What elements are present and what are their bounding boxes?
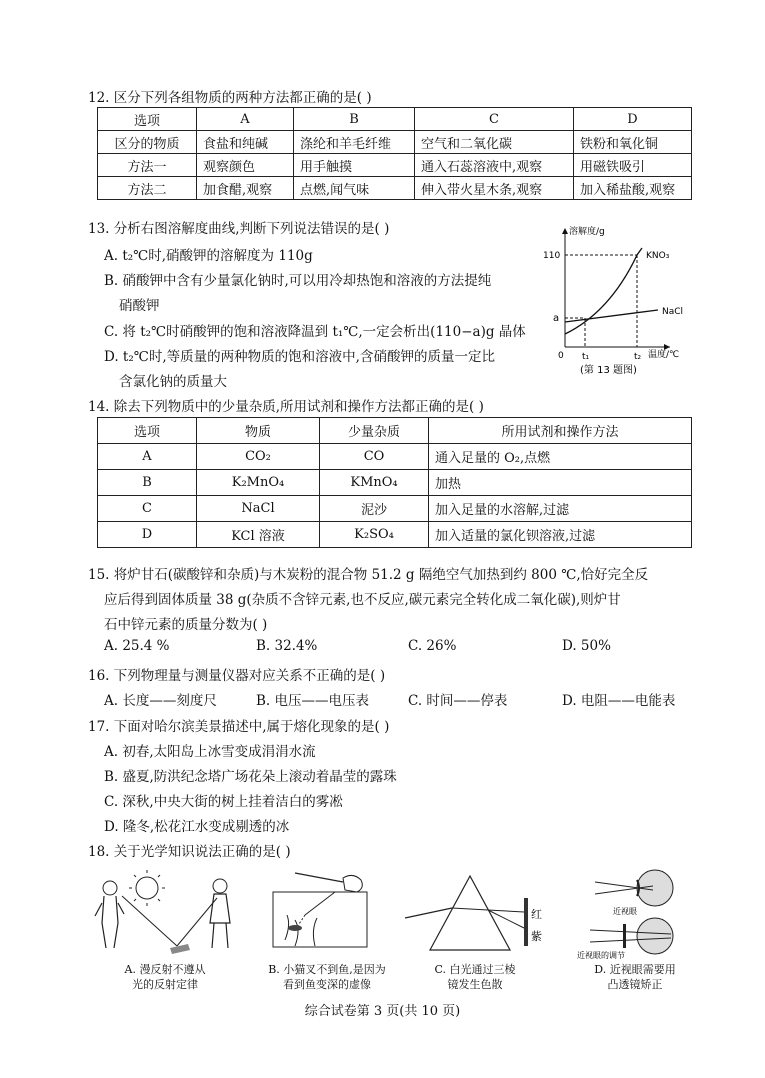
kno3-label: KNO₃ <box>646 251 670 261</box>
table-cell: 通入石蕊溶液中,观察 <box>415 154 574 177</box>
q18-stem: 18. 关于光学知识说法正确的是( ) <box>88 844 291 860</box>
table-cell: KCl 溶液 <box>197 522 320 548</box>
table-cell: 用手触摸 <box>294 154 415 177</box>
table-cell: 选项 <box>98 108 197 131</box>
table-cell: 选项 <box>98 418 197 444</box>
eye-top-label: 近视眼 <box>613 907 637 916</box>
table-cell: 加热 <box>429 470 692 496</box>
table-cell: K₂MnO₄ <box>197 470 320 496</box>
water-tank <box>273 892 367 947</box>
caption-d-line1: D. 近视眼需要用 <box>594 963 676 976</box>
reflect-ray-2 <box>177 898 217 946</box>
red-ray <box>488 910 524 912</box>
nacl-line <box>565 310 658 322</box>
figure-b-cat-fish <box>265 870 375 960</box>
caption-d <box>575 962 695 992</box>
table-cell: B <box>98 470 197 496</box>
caption-d-line2: 凸透镜矫正 <box>607 978 663 991</box>
figure-d-myopia <box>575 868 685 960</box>
table-cell: 观察颜色 <box>197 154 294 177</box>
q14-stem: 14. 除去下列物质中的少量杂质,所用试剂和操作方法都正确的是( ) <box>88 399 484 415</box>
q13-option-b-cont: 硝酸钾 <box>119 298 160 314</box>
table-cell: 方法二 <box>98 177 197 200</box>
table-cell: 伸入带火星木条,观察 <box>415 177 574 200</box>
q13-option-b: B. 硝酸钾中含有少量氯化钠时,可以用冷却热饱和溶液的方法提纯 <box>104 273 492 289</box>
table-cell: 涤纶和羊毛纤维 <box>294 131 415 154</box>
table-cell: 点燃,闻气味 <box>294 177 415 200</box>
person-left-head <box>103 881 117 895</box>
table-cell: D <box>98 522 197 548</box>
table-cell: A <box>197 108 294 131</box>
q17-option-a: A. 初春,太阳岛上冰雪变成涓涓水流 <box>104 744 316 760</box>
nacl-label: NaCl <box>662 307 684 317</box>
q15-stem-line1: 15. 将炉甘石(碳酸锌和杂质)与木炭粉的混合物 51.2 g 隔绝空气加热到约 800 ℃,恰好完全反 <box>88 567 649 583</box>
caption-b <box>262 962 392 992</box>
caption-a-line2: 光的反射定律 <box>132 978 198 991</box>
refracted-light <box>452 908 488 910</box>
y-axis-label: 溶解度/g <box>569 227 605 237</box>
q13-option-d: D. t₂℃时,等质量的两种物质的饱和溶液中,含硝酸钾的质量一定比 <box>104 349 495 365</box>
q15-option-b: B. 32.4% <box>256 638 318 654</box>
q13-option-c: C. 将 t₂℃时硝酸钾的饱和溶液降温到 t₁℃,一定会析出(110−a)g 晶体 <box>104 324 526 340</box>
table-cell: A <box>98 444 197 470</box>
eye-bottom-label: 近视眼的调节 <box>577 951 625 960</box>
violet-label: 紫 <box>531 930 542 943</box>
table-cell: 加食醋,观察 <box>197 177 294 200</box>
figure-a-diffuse-reflection <box>92 868 242 960</box>
q12-table <box>97 107 692 200</box>
table-cell: NaCl <box>197 496 320 522</box>
page-footer: 综合试卷第 3 页(共 10 页) <box>304 1004 461 1019</box>
q17-option-b: B. 盛夏,防洪纪念塔广场花朵上滚动着晶莹的露珠 <box>104 769 397 785</box>
solubility-chart <box>540 222 700 382</box>
table-cell: 食盐和纯碱 <box>197 131 294 154</box>
figure-caption: (第 13 题图) <box>580 365 637 376</box>
table-cell: 加入稀盐酸,观察 <box>574 177 692 200</box>
table-cell: 区分的物质 <box>98 131 197 154</box>
caption-b-line1: B. 小猫叉不到鱼,是因为 <box>268 963 386 976</box>
person-right-head <box>213 879 227 893</box>
table-cell: K₂SO₄ <box>320 522 429 548</box>
caption-a-line1: A. 漫反射不遵从 <box>124 963 206 976</box>
q16-stem: 16. 下列物理量与测量仪器对应关系不正确的是( ) <box>88 668 386 684</box>
table-cell: 铁粉和氧化铜 <box>574 131 692 154</box>
table-cell: 通入足量的 O₂,点燃 <box>429 444 692 470</box>
table-cell: CO <box>320 444 429 470</box>
q16-option-b: B. 电压——电压表 <box>256 693 370 709</box>
caption-c-line2: 镜发生色散 <box>447 978 503 991</box>
caption-c <box>415 962 535 992</box>
tick-a: a <box>553 313 560 324</box>
water-plants <box>285 915 317 946</box>
table-cell: C <box>98 496 197 522</box>
sun-icon <box>136 877 158 899</box>
table-cell: 所用试剂和操作方法 <box>429 418 692 444</box>
table-cell: C <box>415 108 574 131</box>
q15-option-d: D. 50% <box>562 638 611 654</box>
table-cell: 方法一 <box>98 154 197 177</box>
tick-t2: t₂ <box>634 352 642 362</box>
q13-stem: 13. 分析右图溶解度曲线,判断下列说法错误的是( ) <box>88 221 390 237</box>
mirror-icon <box>170 944 190 954</box>
q17-option-d: D. 隆冬,松花江水变成剔透的冰 <box>104 819 290 835</box>
table-cell: 泥沙 <box>320 496 429 522</box>
fish-icon <box>288 925 302 931</box>
table-cell: B <box>294 108 415 131</box>
sun-rays <box>129 870 165 906</box>
corrective-lens-icon <box>623 924 626 948</box>
screen-icon <box>524 898 528 946</box>
person-left-body <box>95 896 124 948</box>
q13-option-d-cont: 含氯化钠的质量大 <box>119 374 227 390</box>
tick-t1: t₁ <box>582 352 590 362</box>
light-ray <box>305 892 335 915</box>
caption-b-line2: 看到鱼变深的虚像 <box>283 978 371 991</box>
table-cell: 少量杂质 <box>320 418 429 444</box>
caption-c-line1: C. 白光通过三棱 <box>434 963 516 976</box>
q16-option-d: D. 电阻——电能表 <box>562 693 676 709</box>
tick-110: 110 <box>543 251 561 261</box>
q16-option-c: C. 时间——停表 <box>408 693 508 709</box>
q15-stem-line2: 应后得到固体质量 38 g(杂质不含锌元素,也不反应,碳元素完全转化成二氧化碳),则炉甘 <box>104 592 621 608</box>
table-cell: KMnO₄ <box>320 470 429 496</box>
q15-option-c: C. 26% <box>408 638 457 654</box>
q15-option-a: A. 25.4 % <box>104 638 170 654</box>
prism-icon <box>430 876 510 950</box>
table-cell: 用磁铁吸引 <box>574 154 692 177</box>
q16-option-a: A. 长度——刻度尺 <box>104 693 217 709</box>
q12-stem: 12. 区分下列各组物质的两种方法都正确的是( ) <box>88 90 372 106</box>
table-cell: CO₂ <box>197 444 320 470</box>
q14-table <box>97 417 692 548</box>
table-cell: 物质 <box>197 418 320 444</box>
q13-option-a: A. t₂℃时,硝酸钾的溶解度为 110g <box>104 248 313 264</box>
table-cell: 空气和二氧化碳 <box>415 131 574 154</box>
y-axis-arrow <box>562 228 568 234</box>
caption-a <box>105 962 225 992</box>
eye-bottom-icon <box>637 918 673 954</box>
origin-label: 0 <box>558 351 564 361</box>
red-label: 红 <box>531 908 542 921</box>
reflect-ray-1 <box>122 896 177 946</box>
eye-top-icon <box>637 870 673 906</box>
q15-stem-line3: 石中锌元素的质量分数为( ) <box>104 617 268 633</box>
figure-c-prism <box>400 868 560 960</box>
fork-icon <box>295 873 343 882</box>
table-cell: 加入足量的水溶解,过滤 <box>429 496 692 522</box>
q17-option-c: C. 深秋,中央大街的树上挂着洁白的雾凇 <box>104 794 343 810</box>
table-cell: 加入适量的氯化钡溶液,过滤 <box>429 522 692 548</box>
x-axis-label: 温度/℃ <box>648 350 680 360</box>
q17-stem: 17. 下面对哈尔滨美景描述中,属于熔化现象的是( ) <box>88 719 390 735</box>
incident-light <box>405 908 452 918</box>
person-right-body <box>210 894 230 948</box>
table-cell: D <box>574 108 692 131</box>
cat-icon <box>343 875 362 892</box>
